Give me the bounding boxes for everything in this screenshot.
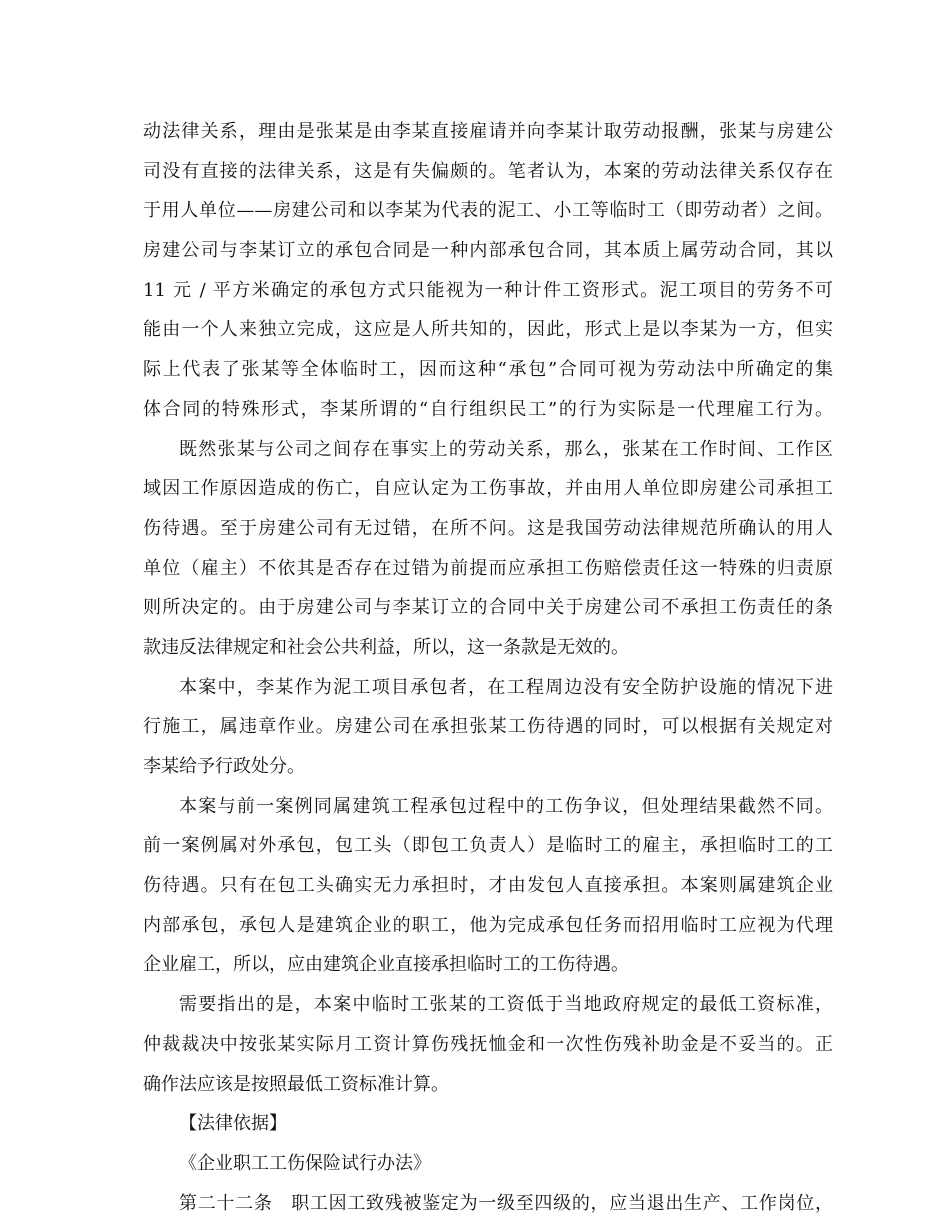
document-body-text [143, 112, 833, 1223]
text-line: 体合同的特殊形式，李某所谓的“自行组织民工”的行为实际是一代理雇工行为。 [143, 398, 833, 420]
text-line: 际上代表了张某等全体临时工，因而这种“承包”合同可视为劳动法中所确定的集 [143, 359, 833, 381]
text-line: 《企业职工工伤保险试行办法》 [179, 1152, 431, 1174]
text-line: 前一案例属对外承包，包工头（即包工负责人）是临时工的雇主，承担临时工的工 [143, 835, 833, 857]
text-line: 确作法应该是按照最低工资标准计算。 [143, 1073, 449, 1095]
text-line: 房建公司与李某订立的承包合同是一种内部承包合同，其本质上属劳动合同，其以 [143, 240, 833, 262]
text-line: 第二十二条 职工因工致残被鉴定为一级至四级的，应当退出生产、工作岗位， [179, 1192, 833, 1214]
text-line: 于用人单位——房建公司和以李某为代表的泥工、小工等临时工（即劳动者）之间。 [143, 200, 833, 222]
text-line: 伤待遇。至于房建公司有无过错，在所不问。这是我国劳动法律规范所确认的用人 [143, 517, 833, 539]
text-line: 【法律依据】 [179, 1113, 287, 1135]
text-line: 司没有直接的法律关系，这是有失偏颇的。笔者认为，本案的劳动法律关系仅存在 [143, 160, 833, 182]
text-line: 企业雇工，所以，应由建筑企业直接承担临时工的工伤待遇。 [143, 954, 629, 976]
text-line: 款违反法律规定和社会公共利益，所以，这一条款是无效的。 [143, 636, 629, 658]
text-line: 既然张某与公司之间存在事实上的劳动关系，那么，张某在工作时间、工作区 [179, 438, 833, 460]
text-line: 本案中，李某作为泥工项目承包者，在工程周边没有安全防护设施的情况下进 [179, 676, 833, 698]
text-line: 则所决定的。由于房建公司与李某订立的合同中关于房建公司不承担工伤责任的条 [143, 597, 833, 619]
text-line: 动法律关系，理由是张某是由李某直接雇请并向李某计取劳动报酬，张某与房建公 [143, 121, 833, 142]
text-line: 伤待遇。只有在包工头确实无力承担时，才由发包人直接承担。本案则属建筑企业 [143, 875, 833, 897]
text-line: 11 元 / 平方米确定的承包方式只能视为一种计件工资形式。泥工项目的劳务不可 [143, 279, 833, 301]
text-line: 内部承包，承包人是建筑企业的职工，他为完成承包任务而招用临时工应视为代理 [143, 914, 833, 936]
text-line: 李某给予行政处分。 [143, 756, 305, 777]
text-line: 行施工，属违章作业。房建公司在承担张某工伤待遇的同时，可以根据有关规定对 [143, 716, 833, 738]
text-line: 需要指出的是，本案中临时工张某的工资低于当地政府规定的最低工资标准， [179, 994, 833, 1016]
text-line: 仲裁裁决中按张某实际月工资计算伤残抚恤金和一次性伤残补助金是不妥当的。正 [143, 1033, 833, 1055]
text-line: 本案与前一案例同属建筑工程承包过程中的工伤争议，但处理结果截然不同。 [179, 795, 833, 817]
text-line: 能由一个人来独立完成，这应是人所共知的，因此，形式上是以李某为一方，但实 [143, 319, 833, 341]
text-line: 单位（雇主）不依其是否存在过错为前提而应承担工伤赔偿责任这一特殊的归责原 [143, 557, 833, 579]
text-line: 域因工作原因造成的伤亡，自应认定为工伤事故，并由用人单位即房建公司承担工 [143, 478, 833, 500]
